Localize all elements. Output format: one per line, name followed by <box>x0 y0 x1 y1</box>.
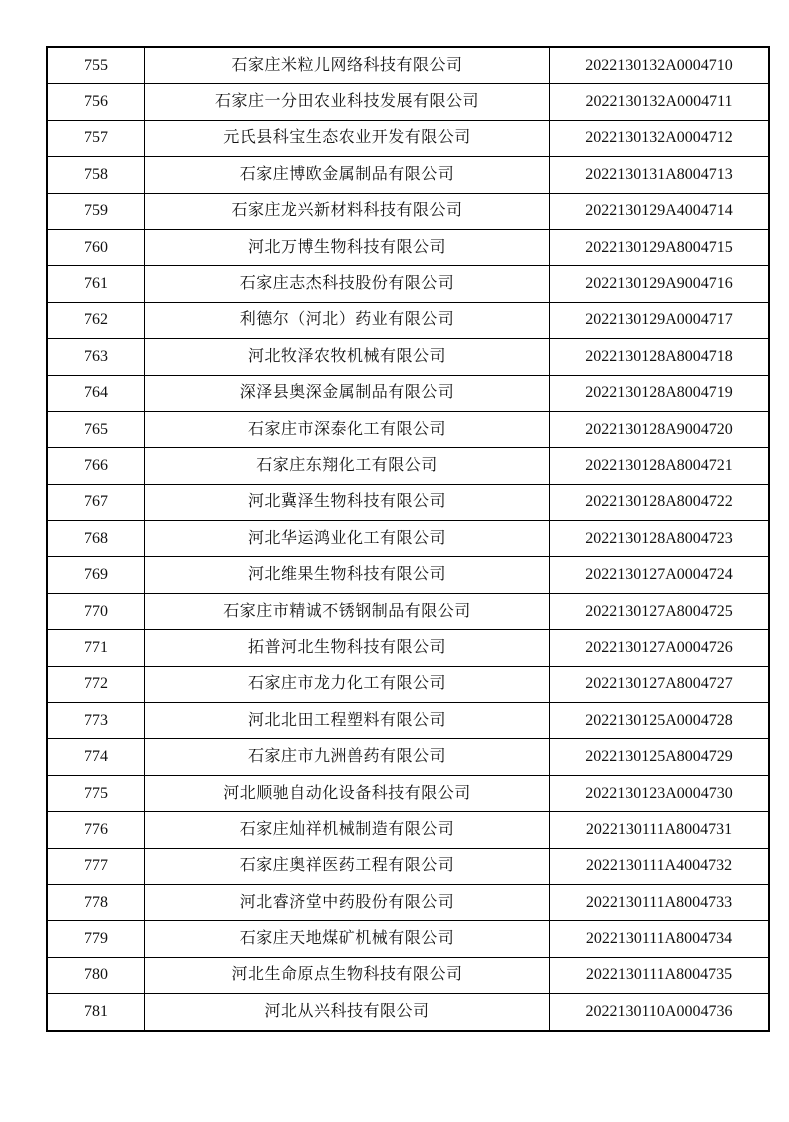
table-row <box>47 848 769 884</box>
registration-code-cell: 2022130127A0004724 <box>550 557 770 593</box>
company-name-cell: 石家庄一分田农业科技发展有限公司 <box>145 84 550 120</box>
company-name-cell: 石家庄市深泰化工有限公司 <box>145 411 550 447</box>
company-name-cell: 石家庄米粒儿网络科技有限公司 <box>145 47 550 84</box>
serial-number-cell: 761 <box>47 266 145 302</box>
serial-number-cell: 765 <box>47 411 145 447</box>
registration-code-cell: 2022130129A9004716 <box>550 266 770 302</box>
table-row <box>47 448 769 484</box>
serial-number-cell: 776 <box>47 812 145 848</box>
table-row <box>47 775 769 811</box>
registration-code-cell: 2022130129A8004715 <box>550 229 770 265</box>
registration-code-cell: 2022130132A0004712 <box>550 120 770 156</box>
table-row <box>47 884 769 920</box>
company-name-cell: 河北牧泽农牧机械有限公司 <box>145 339 550 375</box>
table-row <box>47 375 769 411</box>
serial-number-cell: 772 <box>47 666 145 702</box>
registration-code-cell: 2022130128A9004720 <box>550 411 770 447</box>
company-registry-table <box>46 46 770 1032</box>
company-name-cell: 河北睿济堂中药股份有限公司 <box>145 884 550 920</box>
serial-number-cell: 770 <box>47 593 145 629</box>
table-row <box>47 957 769 993</box>
registration-code-cell: 2022130111A4004732 <box>550 848 770 884</box>
company-name-cell: 石家庄市九洲兽药有限公司 <box>145 739 550 775</box>
registration-code-cell: 2022130111A8004734 <box>550 921 770 957</box>
company-name-cell: 河北维果生物科技有限公司 <box>145 557 550 593</box>
serial-number-cell: 781 <box>47 994 145 1031</box>
table-body <box>47 47 769 1031</box>
registration-code-cell: 2022130132A0004710 <box>550 47 770 84</box>
serial-number-cell: 758 <box>47 157 145 193</box>
company-name-cell: 石家庄天地煤矿机械有限公司 <box>145 921 550 957</box>
serial-number-cell: 775 <box>47 775 145 811</box>
company-name-cell: 石家庄奥祥医药工程有限公司 <box>145 848 550 884</box>
table-row <box>47 157 769 193</box>
company-name-cell: 深泽县奥深金属制品有限公司 <box>145 375 550 411</box>
company-name-cell: 元氏县科宝生态农业开发有限公司 <box>145 120 550 156</box>
serial-number-cell: 767 <box>47 484 145 520</box>
registration-code-cell: 2022130111A8004733 <box>550 884 770 920</box>
company-name-cell: 河北华运鸿业化工有限公司 <box>145 521 550 557</box>
serial-number-cell: 757 <box>47 120 145 156</box>
table-row <box>47 47 769 84</box>
registration-code-cell: 2022130128A8004722 <box>550 484 770 520</box>
table-container <box>46 46 770 1032</box>
table-row <box>47 739 769 775</box>
registration-code-cell: 2022130128A8004719 <box>550 375 770 411</box>
company-name-cell: 河北生命原点生物科技有限公司 <box>145 957 550 993</box>
table-row <box>47 557 769 593</box>
company-name-cell: 拓普河北生物科技有限公司 <box>145 630 550 666</box>
table-row <box>47 921 769 957</box>
company-name-cell: 利德尔（河北）药业有限公司 <box>145 302 550 338</box>
serial-number-cell: 774 <box>47 739 145 775</box>
table-row <box>47 812 769 848</box>
registration-code-cell: 2022130127A8004727 <box>550 666 770 702</box>
table-row <box>47 193 769 229</box>
company-name-cell: 石家庄东翔化工有限公司 <box>145 448 550 484</box>
registration-code-cell: 2022130128A8004723 <box>550 521 770 557</box>
registration-code-cell: 2022130128A8004718 <box>550 339 770 375</box>
company-name-cell: 河北北田工程塑料有限公司 <box>145 703 550 739</box>
registration-code-cell: 2022130123A0004730 <box>550 775 770 811</box>
serial-number-cell: 771 <box>47 630 145 666</box>
company-name-cell: 河北冀泽生物科技有限公司 <box>145 484 550 520</box>
company-name-cell: 石家庄博欧金属制品有限公司 <box>145 157 550 193</box>
serial-number-cell: 755 <box>47 47 145 84</box>
table-row <box>47 266 769 302</box>
serial-number-cell: 768 <box>47 521 145 557</box>
registration-code-cell: 2022130110A0004736 <box>550 994 770 1031</box>
company-name-cell: 石家庄志杰科技股份有限公司 <box>145 266 550 302</box>
serial-number-cell: 756 <box>47 84 145 120</box>
serial-number-cell: 778 <box>47 884 145 920</box>
serial-number-cell: 769 <box>47 557 145 593</box>
table-row <box>47 994 769 1031</box>
registration-code-cell: 2022130131A8004713 <box>550 157 770 193</box>
company-name-cell: 河北从兴科技有限公司 <box>145 994 550 1031</box>
company-name-cell: 石家庄市龙力化工有限公司 <box>145 666 550 702</box>
table-row <box>47 339 769 375</box>
company-name-cell: 石家庄市精诚不锈钢制品有限公司 <box>145 593 550 629</box>
serial-number-cell: 777 <box>47 848 145 884</box>
table-row <box>47 484 769 520</box>
company-name-cell: 石家庄灿祥机械制造有限公司 <box>145 812 550 848</box>
registration-code-cell: 2022130125A0004728 <box>550 703 770 739</box>
serial-number-cell: 766 <box>47 448 145 484</box>
table-row <box>47 666 769 702</box>
table-row <box>47 120 769 156</box>
table-row <box>47 302 769 338</box>
serial-number-cell: 764 <box>47 375 145 411</box>
registration-code-cell: 2022130127A0004726 <box>550 630 770 666</box>
serial-number-cell: 759 <box>47 193 145 229</box>
registration-code-cell: 2022130132A0004711 <box>550 84 770 120</box>
table-row <box>47 703 769 739</box>
table-row <box>47 593 769 629</box>
registration-code-cell: 2022130127A8004725 <box>550 593 770 629</box>
registration-code-cell: 2022130111A8004735 <box>550 957 770 993</box>
registration-code-cell: 2022130125A8004729 <box>550 739 770 775</box>
table-row <box>47 521 769 557</box>
serial-number-cell: 763 <box>47 339 145 375</box>
serial-number-cell: 780 <box>47 957 145 993</box>
company-name-cell: 河北万博生物科技有限公司 <box>145 229 550 265</box>
registration-code-cell: 2022130128A8004721 <box>550 448 770 484</box>
serial-number-cell: 760 <box>47 229 145 265</box>
table-row <box>47 411 769 447</box>
registration-code-cell: 2022130111A8004731 <box>550 812 770 848</box>
serial-number-cell: 773 <box>47 703 145 739</box>
serial-number-cell: 779 <box>47 921 145 957</box>
table-row <box>47 229 769 265</box>
table-row <box>47 84 769 120</box>
registration-code-cell: 2022130129A0004717 <box>550 302 770 338</box>
serial-number-cell: 762 <box>47 302 145 338</box>
company-name-cell: 石家庄龙兴新材料科技有限公司 <box>145 193 550 229</box>
table-row <box>47 630 769 666</box>
company-name-cell: 河北顺驰自动化设备科技有限公司 <box>145 775 550 811</box>
registration-code-cell: 2022130129A4004714 <box>550 193 770 229</box>
